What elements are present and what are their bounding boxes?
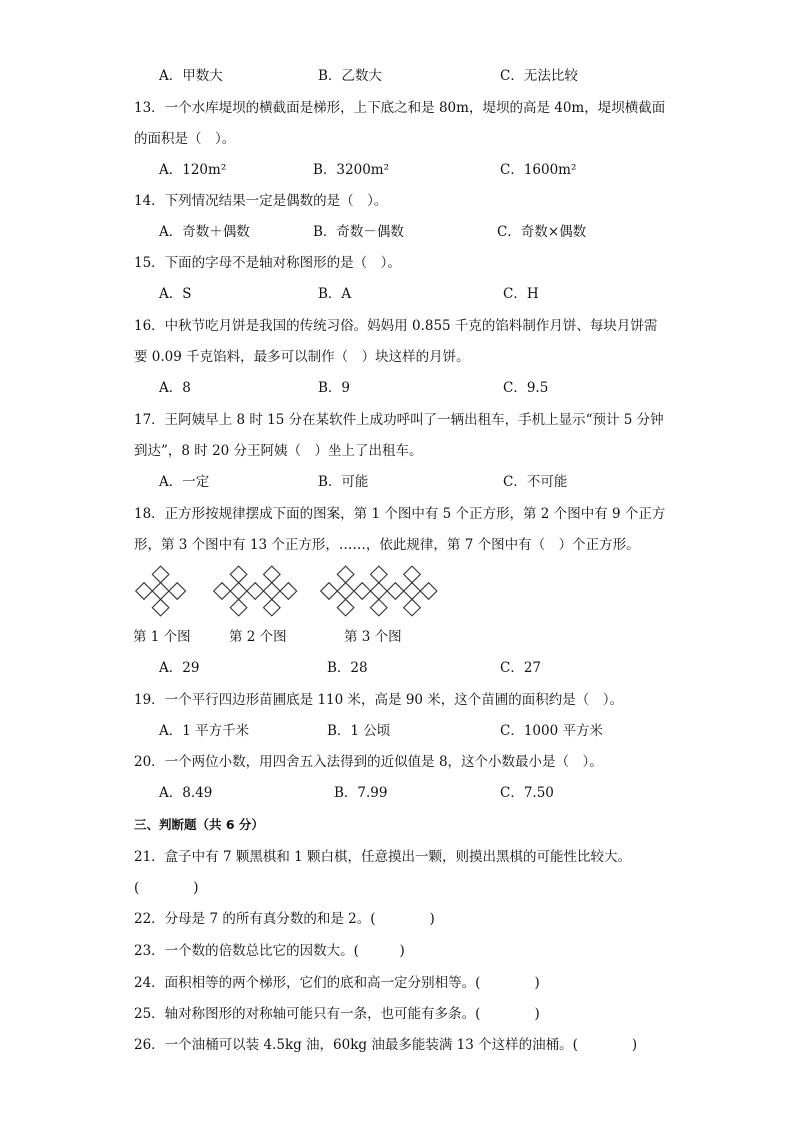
q17-text: 17．王阿姨早上 8 时 15 分在某软件上成功呼叫了一辆出租车，手机上显示“预计 5 分钟 <box>134 412 664 428</box>
q21-answer-blank: ( ) <box>134 880 199 896</box>
q20-option-b: B．7.99 <box>334 785 388 801</box>
q14-option-a: A．奇数＋偶数 <box>159 224 250 240</box>
q24-text: 24．面积相等的两个梯形，它们的底和高一定分别相等。( ) <box>134 975 540 991</box>
figure-2-caption: 第 2 个图 <box>229 629 287 645</box>
square-shape <box>371 599 388 616</box>
square-shape <box>321 583 338 600</box>
q15-text: 15．下面的字母不是轴对称图形的是（ ）。 <box>134 255 401 271</box>
square-shape <box>337 583 354 600</box>
square-shape <box>230 583 247 600</box>
square-shape <box>404 566 421 583</box>
q18-text-cont: 形，第 3 个图中有 13 个正方形，……，依此规律，第 7 个图中有（ ）个正方形。 <box>134 537 640 553</box>
square-shape <box>354 583 371 600</box>
q13-option-b: B．3200m² <box>313 162 389 178</box>
q16-text-cont: 要 0.09 千克馅料，最多可以制作（ ）块这样的月饼。 <box>134 349 470 365</box>
q21-text: 21．盒子中有 7 颗黑棋和 1 颗白棋，任意摸出一颗，则摸出黑棋的可能性比较大。 <box>134 849 632 865</box>
square-shape <box>371 566 388 583</box>
q16-option-a: A．8 <box>159 380 191 396</box>
q25-text: 25．轴对称图形的对称轴可能只有一条，也可能有多条。( ) <box>134 1006 540 1022</box>
q15-option-a: A．S <box>159 286 192 302</box>
square-shape <box>152 599 169 616</box>
square-shape <box>387 583 404 600</box>
q14-option-b: B．奇数－偶数 <box>313 224 404 240</box>
square-shape <box>136 583 153 600</box>
square-shape <box>264 566 281 583</box>
q19-option-c: C．1000 平方米 <box>500 723 603 739</box>
q20-text: 20．一个两位小数，用四舍五入法得到的近似值是 8，这个小数最小是（ ）。 <box>134 754 603 770</box>
square-shape <box>230 566 247 583</box>
q17-option-b: B．可能 <box>318 474 369 490</box>
q13-text: 13．一个水库堤坝的横截面是梯形，上下底之和是 80m，堤坝的高是 40m，堤坝横截面 <box>134 100 666 116</box>
q15-option-c: C．H <box>503 286 539 302</box>
q12-option-b: B．乙数大 <box>318 68 382 84</box>
q17-option-c: C．不可能 <box>503 474 568 490</box>
q13-option-c: C．1600m² <box>500 162 577 178</box>
square-shape <box>280 583 297 600</box>
q19-option-b: B．1 公顷 <box>327 723 391 739</box>
square-shape <box>264 583 281 600</box>
square-shape <box>264 599 281 616</box>
square-shape <box>152 566 169 583</box>
square-shape <box>169 583 186 600</box>
q18-option-b: B．28 <box>327 660 368 676</box>
q16-option-c: C．9.5 <box>503 380 549 396</box>
square-shape <box>420 583 437 600</box>
section-3-heading: 三、判断题（共 6 分） <box>134 817 264 832</box>
q20-option-c: C．7.50 <box>500 785 554 801</box>
q23-text: 23．一个数的倍数总比它的因数大。( ) <box>134 943 405 959</box>
square-shape <box>230 599 247 616</box>
q17-option-a: A．一定 <box>159 474 210 490</box>
square-shape <box>337 599 354 616</box>
q16-text: 16．中秋节吃月饼是我国的传统习俗。妈妈用 0.855 千克的馅料制作月饼、每块月饼需 <box>134 318 658 334</box>
q14-text: 14．下列情况结果一定是偶数的是（ ）。 <box>134 193 388 209</box>
figure-1-caption: 第 1 个图 <box>133 629 191 645</box>
q22-text: 22．分母是 7 的所有真分数的和是 2。( ) <box>134 911 435 927</box>
q16-option-b: B．9 <box>318 380 351 396</box>
q13-text-cont: 的面积是（ ）。 <box>134 131 236 147</box>
q18-option-c: C．27 <box>500 660 542 676</box>
figure-3-caption: 第 3 个图 <box>344 629 402 645</box>
square-shape <box>214 583 231 600</box>
q19-text: 19．一个平行四边形苗圃底是 110 米，高是 90 米，这个苗圃的面积约是（ ）。 <box>134 692 624 708</box>
q18-option-a: A．29 <box>159 660 200 676</box>
square-shape <box>152 583 169 600</box>
q13-option-a: A．120m² <box>159 162 227 178</box>
q12-option-a: A．甲数大 <box>159 68 223 84</box>
q26-text: 26．一个油桶可以装 4.5kg 油，60kg 油最多能装满 13 个这样的油桶。( ) <box>134 1037 638 1053</box>
q18-text: 18．正方形按规律摆成下面的图案，第 1 个图中有 5 个正方形，第 2 个图中有 9 个正方 <box>134 506 666 522</box>
square-shape <box>337 566 354 583</box>
q14-option-c: C．奇数×偶数 <box>497 224 587 240</box>
square-shape <box>404 583 421 600</box>
q20-option-a: A．8.49 <box>159 785 213 801</box>
q17-text-cont: 到达”，8 时 20 分王阿姨（ ）坐上了出租车。 <box>134 443 423 459</box>
square-shape <box>247 583 264 600</box>
q15-option-b: B．A <box>318 286 352 302</box>
square-shape <box>371 583 388 600</box>
q12-option-c: C．无法比较 <box>500 68 578 84</box>
square-shape <box>404 599 421 616</box>
q19-option-a: A．1 平方千米 <box>159 723 250 739</box>
